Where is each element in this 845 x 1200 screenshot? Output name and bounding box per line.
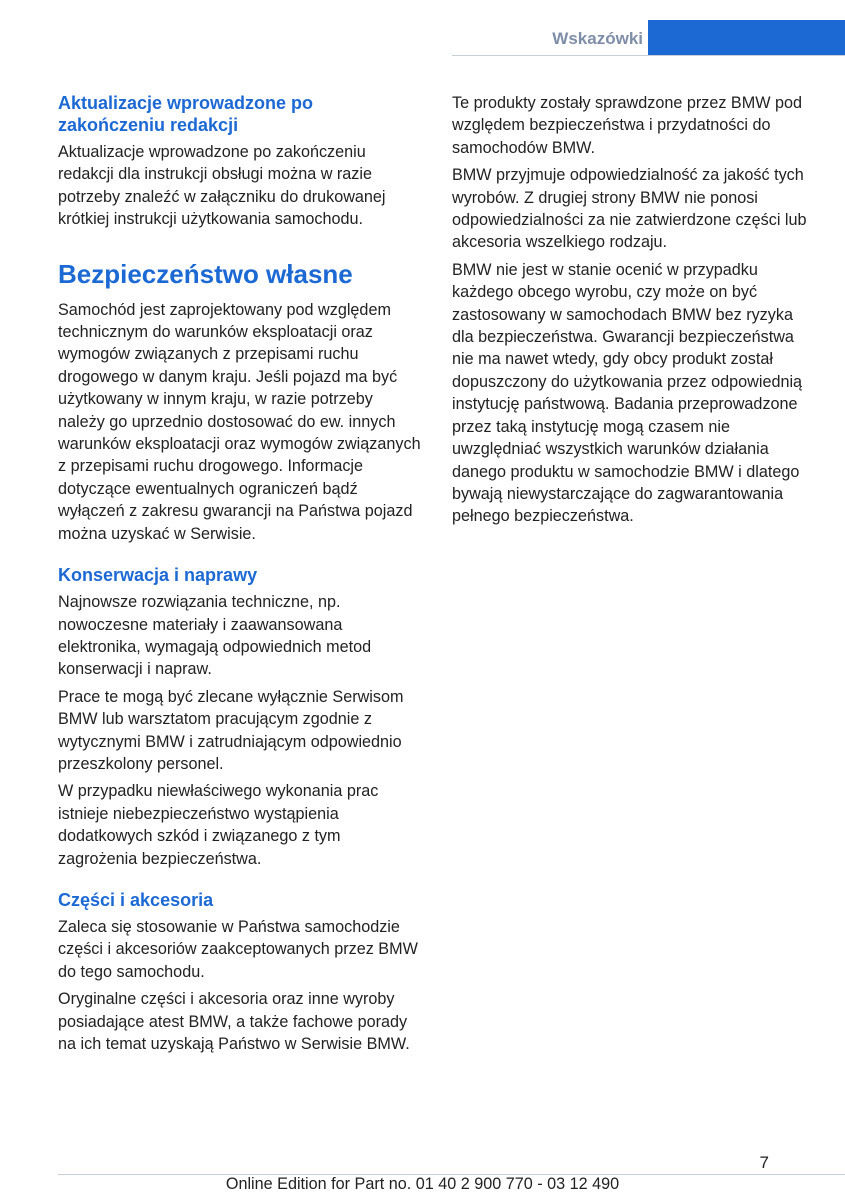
- maintenance-paragraph: Prace te mogą być zlecane wyłącznie Serwisom BMW lub warsztatom pracującym zgodnie z wytycznymi BMW i zatrudniającym odpowiednio przeszkolony personel.: [58, 687, 404, 773]
- right-paragraph: Te produkty zostały sprawdzone przez BMW pod względem bezpieczeństwa i przydatności do samochodów BMW.: [452, 94, 802, 157]
- maintenance-paragraph: W przypadku niewłaściwego wykonania prac istnieje niebezpieczeństwo wystąpienia dodatkowych szkód i związanego z tym zagrożenia bezpieczeństwa.: [58, 782, 379, 868]
- parts-heading: Części i akcesoria: [58, 889, 214, 910]
- update-heading: Aktualizacje wprowadzone po zakończeniu redakcji: [58, 93, 314, 135]
- safety-text: Samochód jest zaprojektowany pod względem technicznym do warunków eksploatacji oraz wymogów związanych z przepisami ruchu drogowego w danym kraju. Jeśli pojazd ma być użytkowany w innym kraju, w razie potrzeby należy go uprzednio dostosować do ew. innych warunków eksploatacji oraz wymogów związanych z przepisami ruchu drogowego. Informacje dotyczące ewentualnych ograniczeń bądź wyłączeń z zakresu gwarancji na Państwa pojazd można uzyskać w Serwisie.: [58, 300, 421, 543]
- left-column: [58, 92, 424, 1055]
- main-heading: Bezpieczeństwo własne: [58, 258, 353, 289]
- right-paragraph: BMW przyjmuje odpowiedzialność za jakość tych wyrobów. Z drugiej strony BMW nie ponosi odpowiedzialności za nie zatwierdzone części lub akcesoria wszelkiego rodzaju.: [452, 166, 807, 252]
- header-section-title: Wskazówki: [552, 29, 643, 48]
- parts-paragraph: Oryginalne części i akcesoria oraz inne wyroby posiadające atest BMW, a także fachowe porady na ich temat uzyskają Państwo w Serwisie BMW.: [58, 990, 410, 1053]
- header-divider: [452, 55, 845, 56]
- parts-paragraph: Zaleca się stosowanie w Państwa samochodzie części i akcesoriów zaakceptowanych przez BMW do tego samochodu.: [58, 917, 418, 981]
- maintenance-heading: Konserwacja i naprawy: [58, 565, 258, 586]
- right-column: [452, 92, 818, 528]
- update-text: Aktualizacje wprowadzone po zakończeniu redakcji dla instrukcji obsługi można w razie potrzeby znaleźć w załączniku do drukowanej krótkiej instrukcji użytkowania samochodu.: [58, 143, 386, 229]
- right-paragraph: BMW nie jest w stanie ocenić w przypadku każdego obcego wyrobu, czy może on być zastosowany w samochodach BMW bez ryzyka dla bezpieczeństwa. Gwarancji bezpieczeństwa nie ma nawet wtedy, gdy obcy produkt został dopuszczony do użytkowania przez odpowiednią instytucję państwową. Badania przeprowadzone przez taką instytucję mogą czasem nie uwzględniać wszystkich warunków działania danego produktu w samochodzie BMW i dlatego bywają niewystarczające do zagwarantowania pełnego bezpieczeństwa.: [452, 260, 803, 526]
- footer-edition-text: Online Edition for Part no. 01 40 2 900 770 - 03 12 490: [225, 1175, 620, 1193]
- header-accent-bar: [648, 20, 845, 55]
- page-number: 7: [759, 1153, 769, 1172]
- maintenance-paragraph: Najnowsze rozwiązania techniczne, np. nowoczesne materiały i zaawansowana elektronika, wymagają odpowiednich metod konserwacji i napraw.: [58, 593, 372, 679]
